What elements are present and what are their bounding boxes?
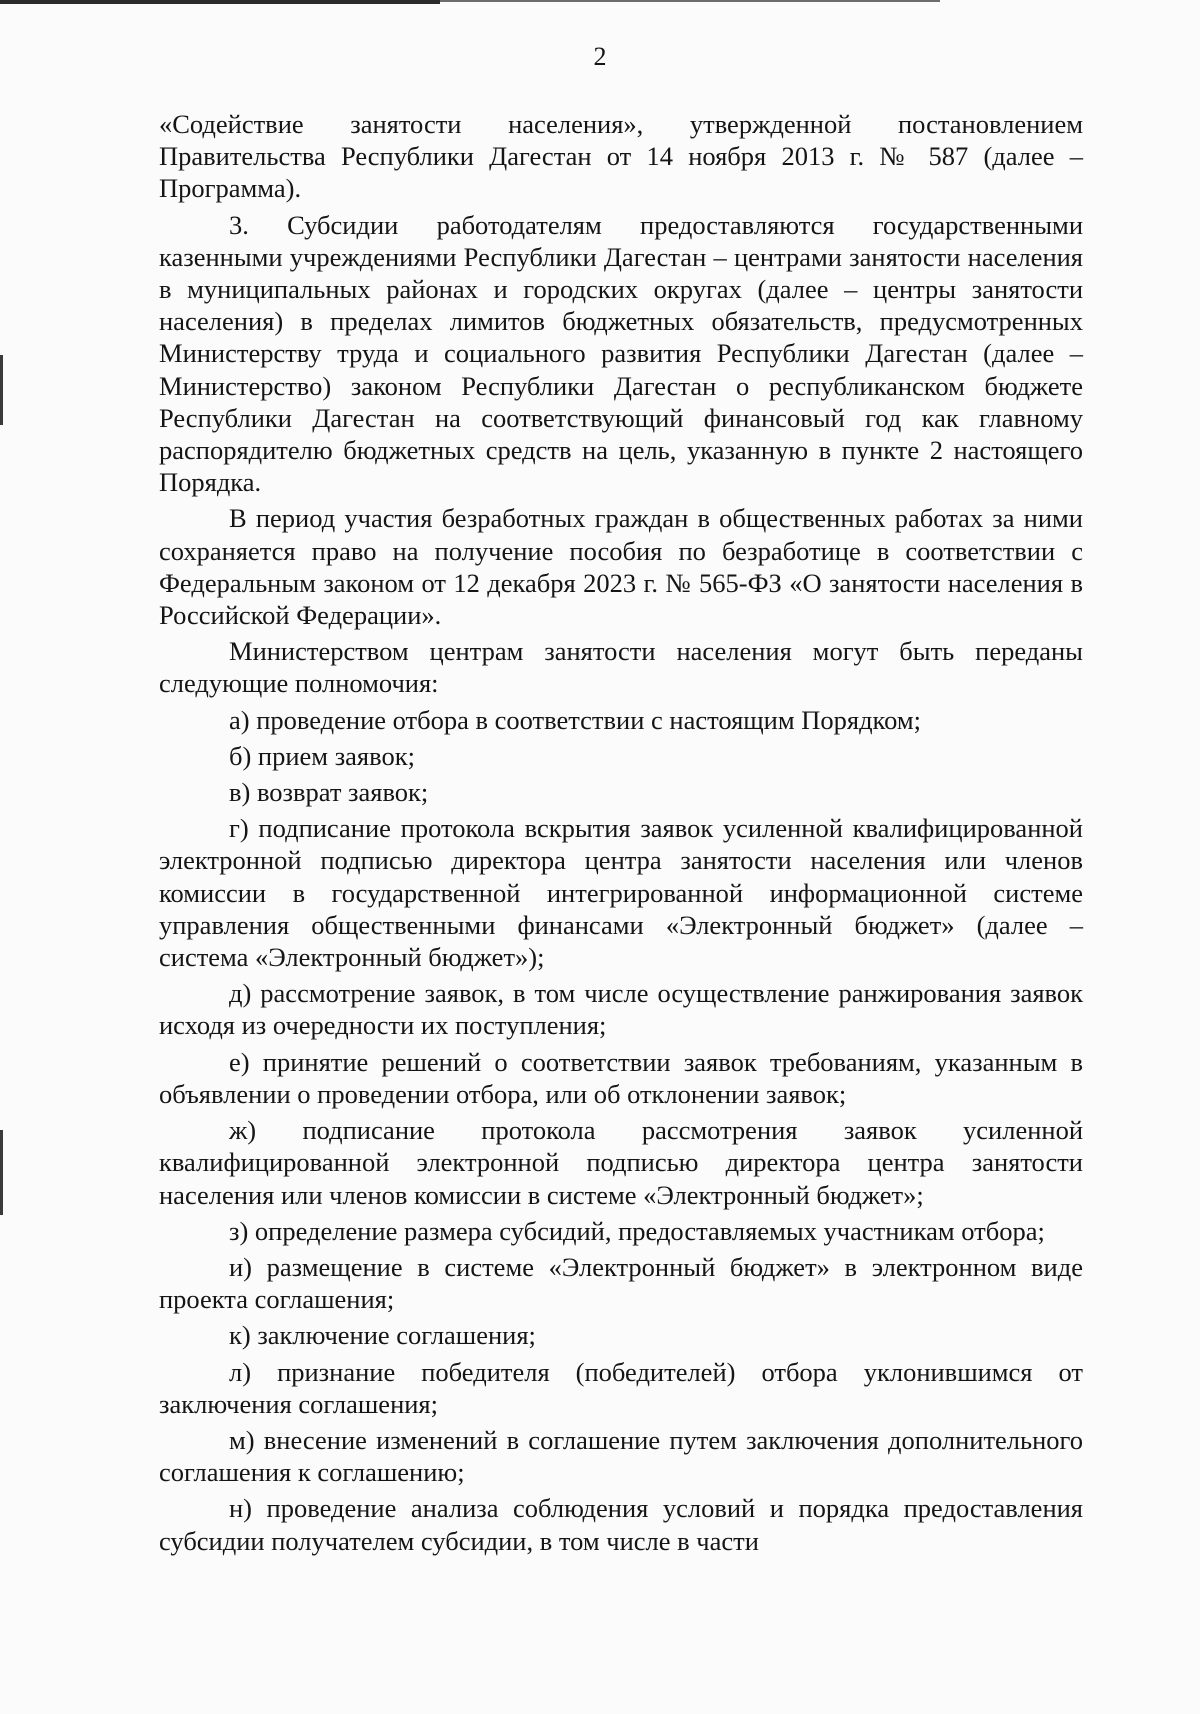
paragraph: Министерством центрам занятости населения могут быть переданы следующие полномочия: (159, 636, 1083, 699)
paragraph: «Содействие занятости населения», утвержденной постановлением Правительства Республики Дагестан от 14 ноября 2013 г. № 587 (далее – Программа). (159, 109, 1083, 204)
page-number: 2 (593, 42, 607, 71)
paragraph: и) размещение в системе «Электронный бюджет» в электронном виде проекта соглашения; (159, 1251, 1083, 1315)
paragraph: а) проведение отбора в соответствии с настоящим Порядком; (229, 704, 921, 735)
paragraph: б) прием заявок; (229, 740, 415, 771)
paragraph: 3. Субсидии работодателям предоставляются государственными казенными учреждениями Республики Дагестан – центрами занятости населения в муниципальных районах и городских округах (далее – центры занятости населения) в пределах лимитов бюджетных обязательств, предусмотренных Министерству труда и социального развития Республики Дагестан (далее – Министерство) законом Республики Дагестан о республиканском бюджете Республики Дагестан на соответствующий финансовый год как главному распорядителю бюджетных средств на цель, указанную в пункте 2 настоящего Порядка. (159, 209, 1083, 498)
paragraph: ж) подписание протокола рассмотрения заявок усиленной квалифицированной электронной подписью директора центра занятости населения или членов комиссии в системе «Электронный бюджет»; (159, 1115, 1083, 1210)
scan-edge-line-thin (440, 0, 940, 2)
scan-left-mark (0, 355, 3, 425)
paragraph: в) возврат заявок; (229, 777, 429, 808)
document-body (159, 108, 1083, 1561)
paragraph: е) принятие решений о соответствии заявок требованиям, указанным в объявлении о проведении отбора, или об отклонении заявок; (159, 1046, 1083, 1109)
paragraph: м) внесение изменений в соглашение путем заключения дополнительного соглашения к соглашению; (159, 1424, 1083, 1488)
paragraph: В период участия безработных граждан в общественных работах за ними сохраняется право на получение пособия по безработице в соответствии с Федеральным законом от 12 декабря 2023 г. № 565-ФЗ «О занятости населения в Российской Федерации». (159, 503, 1083, 631)
paragraph: к) заключение соглашения; (229, 1320, 536, 1351)
paragraph: г) подписание протокола вскрытия заявок усиленной квалифицированной электронной подписью директора центра занятости населения или членов комиссии в государственной интегрированной информационной системе управления общественными финансами «Электронный бюджет» (далее – система «Электронный бюджет»); (159, 813, 1083, 973)
paragraph: з) определение размера субсидий, предоставляемых участникам отбора; (229, 1215, 1045, 1246)
paragraph: д) рассмотрение заявок, в том числе осуществление ранжирования заявок исходя из очередности их поступления; (159, 978, 1083, 1041)
paragraph: л) признание победителя (победителей) отбора уклонившимся от заключения соглашения; (159, 1356, 1083, 1419)
scan-left-mark (0, 1130, 3, 1215)
paragraph: н) проведение анализа соблюдения условий и порядка предоставления субсидии получателем субсидии, в том числе в части (159, 1493, 1083, 1556)
scan-edge-line (0, 0, 440, 4)
